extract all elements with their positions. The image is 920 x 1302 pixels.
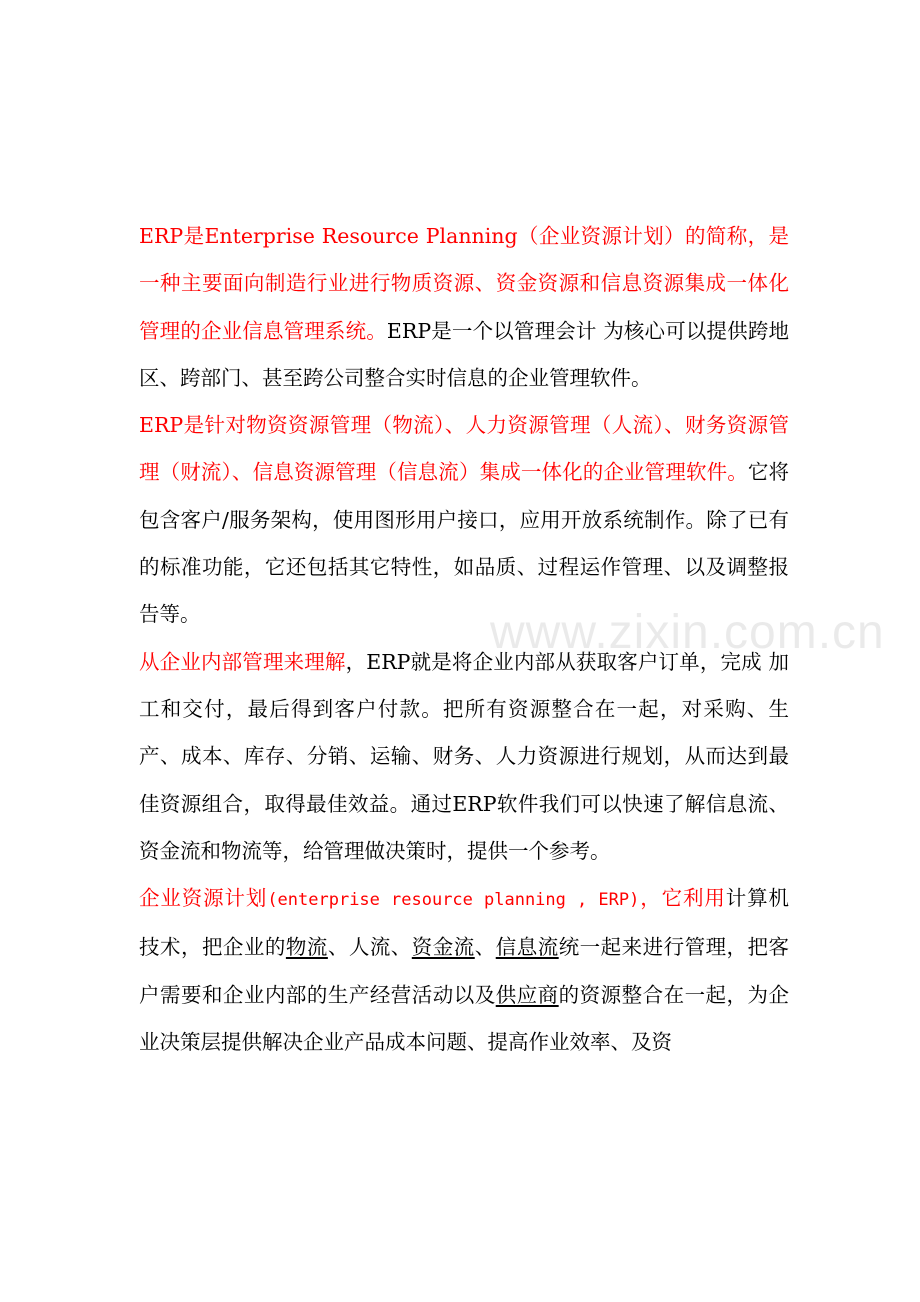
paragraph-erp-resources xyxy=(139,402,789,638)
body-text: ERP是一个以管理会计 为核心可以提供跨地区、跨部门、甚至跨公司整合实时信息的企业管理软件。 xyxy=(139,318,789,390)
highlighted-text: ERP是针对物资资源管理（物流）、人力资源管理（人流）、财务资源管理（财流）、信息资源管理（信息流）集成一体化的企业管理软件。 xyxy=(139,413,789,485)
link-capital-flow[interactable]: 资金流 xyxy=(411,935,475,960)
link-logistics[interactable]: 物流 xyxy=(285,935,328,960)
body-text: 、 xyxy=(474,935,496,960)
paragraph-erp-definition xyxy=(139,213,789,402)
paragraph-enterprise-resource-planning xyxy=(139,875,789,1066)
body-text: 它将包含客户/服务架构，使用图形用户接口，应用开放系统制作。除了已有的标准功能，它还包括其它特性，如品质、过程运作管理、以及调整报告等。 xyxy=(139,460,790,627)
document-body xyxy=(139,213,789,1066)
link-supplier[interactable]: 供应商 xyxy=(495,982,559,1007)
link-information-flow[interactable]: 信息流 xyxy=(495,935,559,960)
paragraph-internal-management xyxy=(139,639,789,875)
highlighted-english-term: (enterprise resource planning , ERP) xyxy=(267,890,640,911)
body-text: 统一起来进行管理，把客户需要和企业内部的生产经营活动以及 xyxy=(139,935,790,1007)
highlighted-text: 企业资源计划 xyxy=(139,886,268,911)
highlighted-text: ，它利用 xyxy=(639,886,726,911)
body-text: 计算机技术，把企业的 xyxy=(139,886,790,960)
body-text: 、人流、 xyxy=(327,935,412,960)
body-text: ，ERP就是将企业内部从获取客户订单，完成 加工和交付，最后得到客户付款。把所有资源整合在一起，对采购、生产、成本、库存、分销、运输、财务、人力资源进行规划，从而达到最佳资源组合，取得最佳效益。通过ERP软件我们可以快速了解信息流、资金流和物流等，给管理做决策时，提供一个参考。 xyxy=(139,649,789,863)
highlighted-text: ERP是Enterprise Resource Planning（企业资源计划）的简称，是一种主要面向制造行业进行物质资源、资金资源和信息资源集成一体化管理的企业信息管理系统。 xyxy=(139,224,789,343)
highlighted-text: 从企业内部管理来理解 xyxy=(139,649,346,674)
body-text: 的资源整合在一起，为企业决策层提供解决企业产品成本问题、提高作业效率、及资 xyxy=(139,982,790,1055)
watermark-text: www.zixin.com.cn xyxy=(490,606,885,659)
